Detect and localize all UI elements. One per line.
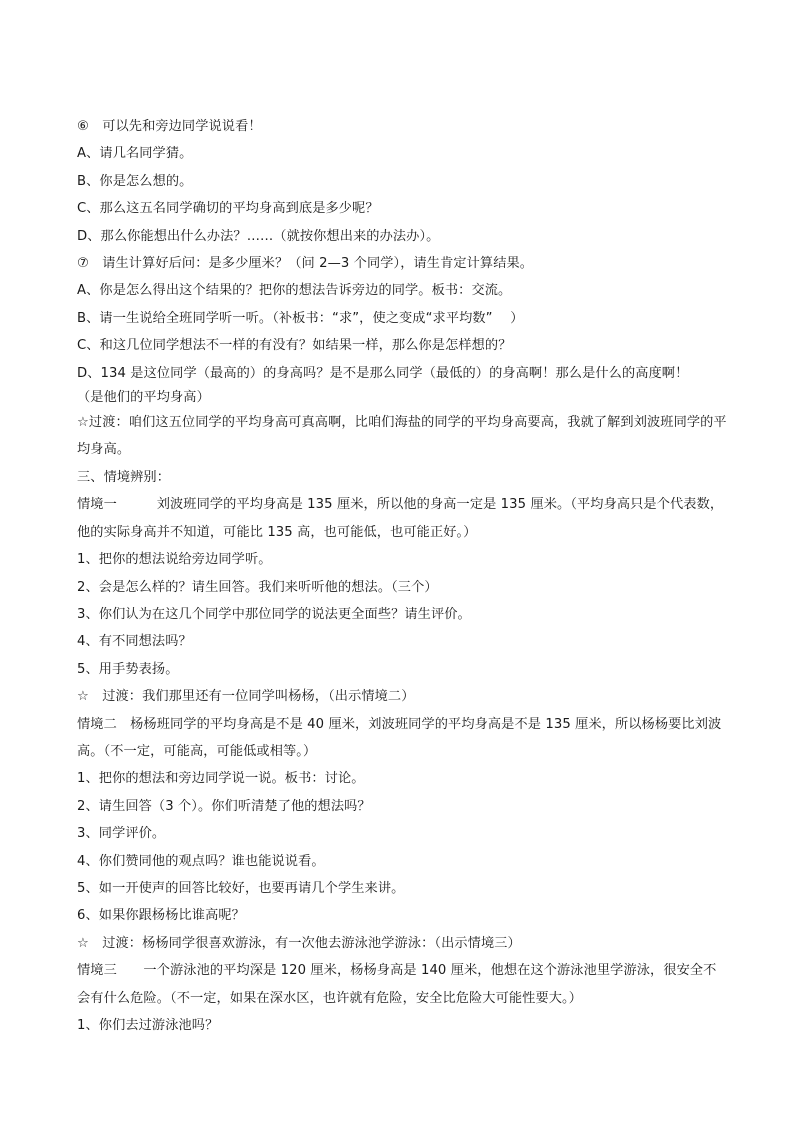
- text-line: ⑥ 可以先和旁边同学说说看！: [77, 119, 262, 134]
- text-line: 5、用手势表扬。: [77, 661, 179, 677]
- text-line: 1、你们去过游泳池吗？: [77, 1018, 219, 1033]
- text-line: A、你是怎么得出这个结果的？把你的想法告诉旁边的同学。板书：交流。: [77, 283, 512, 299]
- text-line: 4、你们赞同他的观点吗？谁也能说说看。: [77, 853, 325, 869]
- text-line: D、那么你能想出什么办法？……（就按你想出来的办法办）。: [77, 228, 440, 244]
- text-line: （是他们的平均身高）: [77, 390, 210, 406]
- paragraph: 情境三 一个游泳池的平均深是 120 厘米，杨杨身高是 140 厘米，他想在这个游泳池里学游泳，很安全不会有什么危险。（不一定，如果在深水区，也许就有危险，安全比危险大可能性要大。）: [77, 963, 717, 1006]
- paragraph: 情境一 刘波班同学的平均身高是 135 厘米，所以他的身高一定是 135 厘米。（平均身高只是个代表数，他的实际身高并不知道，可能比 135 高，也可能低，也可能正好。）: [77, 497, 724, 540]
- paragraph: 情境二 杨杨班同学的平均身高是不是 40 厘米，刘波班同学的平均身高是不是 135 厘米，所以杨杨要比刘波高。（不一定，可能高，可能低或相等。）: [77, 716, 722, 759]
- paragraph: ☆过渡：咱们这五位同学的平均身高可真高啊，比咱们海盐的同学的平均身高要高，我就了解到刘波班同学的平均身高。: [77, 415, 727, 458]
- text-line: 2、请生回答（3 个）。你们听清楚了他的想法吗？: [77, 798, 371, 814]
- text-line: ⑦ 请生计算好后问：是多少厘米？（问 2—3 个同学），请生肯定计算结果。: [77, 256, 534, 272]
- text-line: A、请几名同学猜。: [77, 146, 193, 162]
- text-line: 4、有不同想法吗？: [77, 634, 192, 650]
- text-line: 1、把你的想法说给旁边同学听。: [77, 552, 272, 568]
- section-heading: 三、情境辨别：: [77, 469, 171, 485]
- text-line: ☆ 过渡：我们那里还有一位同学叫杨杨，（出示情境二）: [77, 689, 415, 705]
- text-line: B、你是怎么想的。: [77, 173, 193, 189]
- text-line: ☆ 过渡：杨杨同学很喜欢游泳，有一次他去游泳池学游泳：（出示情境三）: [77, 935, 521, 951]
- text-line: 5、如一开使声的回答比较好，也要再请几个学生来讲。: [77, 880, 405, 896]
- text-line: B、请一生说给全班同学听一听。（补板书：“求”，使之变成“求平均数” ）: [77, 310, 524, 326]
- text-line: 6、如果你跟杨杨比谁高呢？: [77, 908, 245, 924]
- text-line: D、134 是这位同学（最高的）的身高吗？是不是那么同学（最低的）的身高啊！那么是什么的高度啊！: [77, 365, 689, 381]
- text-line: 2、会是怎么样的？请生回答。我们来听听他的想法。（三个）: [77, 579, 438, 595]
- text-line: C、那么这五名同学确切的平均身高到底是多少呢？: [77, 201, 379, 217]
- text-line: 3、你们认为在这几个同学中那位同学的说法更全面些？请生评价。: [77, 606, 471, 622]
- text-line: 1、把你的想法和旁边同学说一说。板书：讨论。: [77, 771, 365, 787]
- text-line: 3、同学评价。: [77, 826, 166, 842]
- text-line: C、和这几位同学想法不一样的有没有？如结果一样，那么你是怎样想的？: [77, 338, 512, 354]
- document-body: [77, 113, 727, 1039]
